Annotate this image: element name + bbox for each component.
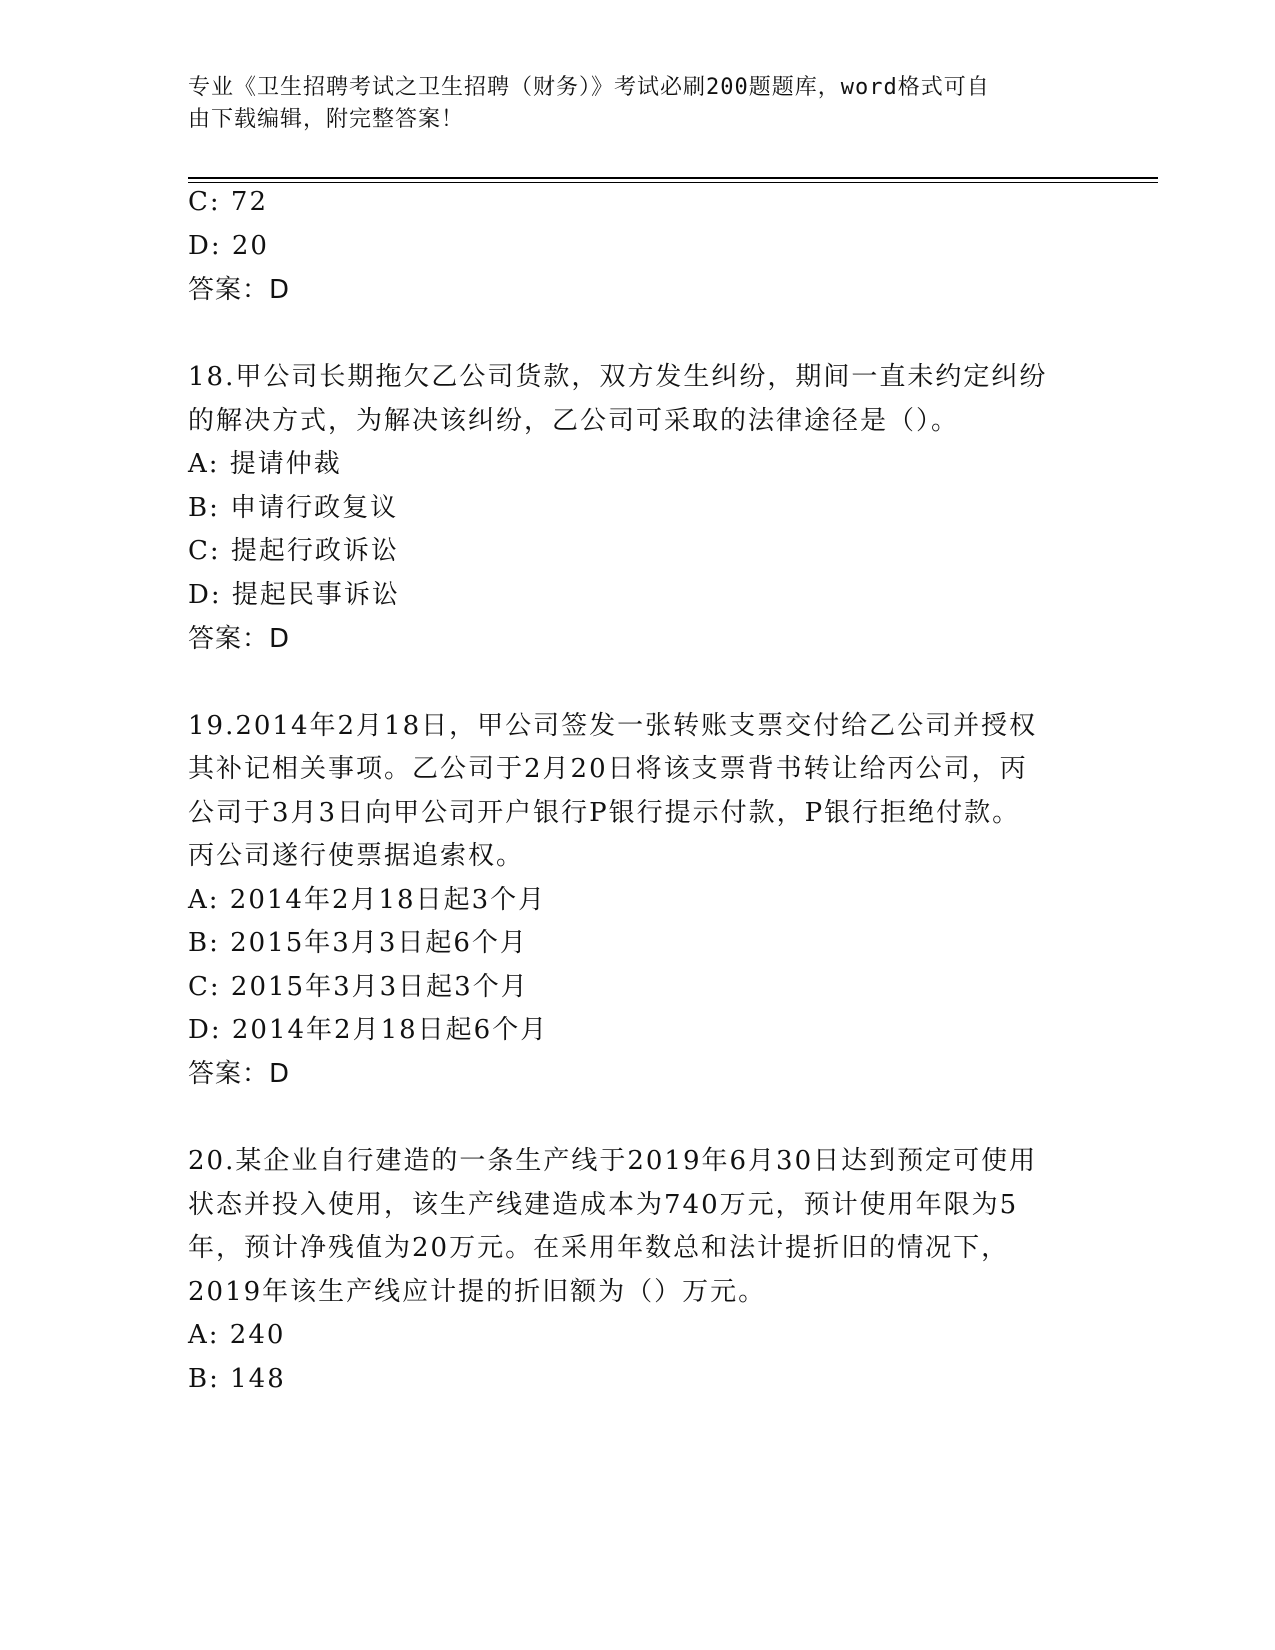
q19-answer: 答案：D: [188, 1059, 291, 1089]
q17-option-d: D: 20: [188, 231, 269, 261]
q19-stem-line-1: 19.2014年2月18日，甲公司签发一张转账支票交付给乙公司并授权: [188, 711, 1038, 741]
q17-answer: 答案：D: [188, 275, 291, 305]
q19-stem-line-2: 其补记相关事项。乙公司于2月20日将该支票背书转让给丙公司，丙: [188, 754, 1028, 784]
q19-stem-line-4: 丙公司遂行使票据追索权。: [188, 841, 525, 871]
q19-option-d: D: 2014年2月18日起6个月: [188, 1015, 549, 1045]
q19-option-c: C: 2015年3月3日起3个月: [188, 972, 529, 1002]
q19-stem-line-3: 公司于3月3日向甲公司开户银行P银行提示付款，P银行拒绝付款。: [188, 798, 1021, 828]
q18-stem-line-1: 18.甲公司长期拖欠乙公司货款，双方发生纠纷，期间一直未约定纠纷: [188, 362, 1048, 392]
header-title-line-2: 由下载编辑，附完整答案！: [188, 107, 465, 132]
q19-option-b: B: 2015年3月3日起6个月: [188, 928, 528, 958]
header-divider-thick: [188, 177, 1158, 179]
q18-answer: 答案：D: [188, 624, 291, 654]
q18-option-a: A: 提请仲裁: [188, 449, 342, 479]
q18-stem-line-2: 的解决方式，为解决该纠纷，乙公司可采取的法律途径是（）。: [188, 406, 960, 436]
q18-option-c: C: 提起行政诉讼: [188, 536, 399, 566]
q20-stem-line-4: 2019年该生产线应计提的折旧额为（）万元。: [188, 1277, 767, 1307]
q20-stem-line-3: 年，预计净残值为20万元。在采用年数总和法计提折旧的情况下，: [188, 1233, 1010, 1263]
q18-option-b: B: 申请行政复议: [188, 493, 399, 523]
q18-option-d: D: 提起民事诉讼: [188, 580, 400, 610]
q20-option-b: B: 148: [188, 1364, 286, 1394]
header-title-line-1: 专业《卫生招聘考试之卫生招聘（财务）》考试必刷200题题库，word格式可自: [188, 75, 990, 100]
q19-option-a: A: 2014年2月18日起3个月: [188, 885, 547, 915]
q20-option-a: A: 240: [188, 1320, 286, 1350]
q17-option-c: C: 72: [188, 187, 269, 217]
q20-stem-line-1: 20.某企业自行建造的一条生产线于2019年6月30日达到预定可使用: [188, 1146, 1038, 1176]
header-divider-thin: [188, 182, 1158, 183]
q20-stem-line-2: 状态并投入使用，该生产线建造成本为740万元，预计使用年限为5: [188, 1190, 1019, 1220]
page-header: [188, 72, 1068, 136]
